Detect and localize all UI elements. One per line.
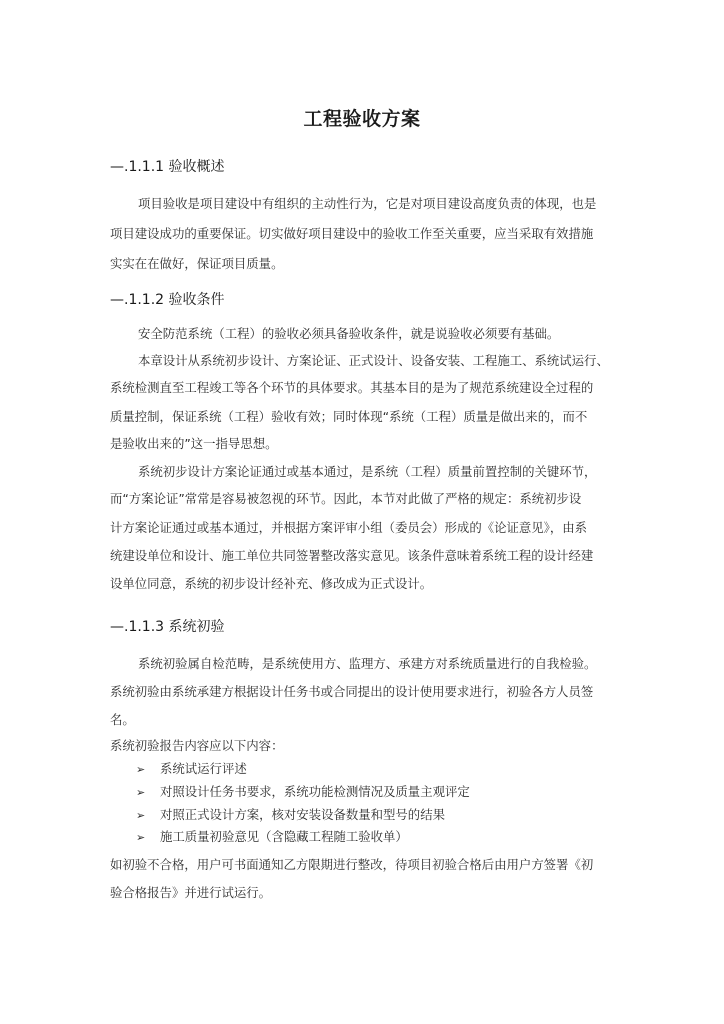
paragraph-line: 名。 xyxy=(110,712,135,727)
paragraph-line: 是验收出来的”这一指导思想。 xyxy=(110,436,278,451)
paragraph-line: 质量控制，保证系统（工程）验收有效；同时体现“系统（工程）质量是做出来的，而不 xyxy=(110,409,588,424)
section-heading-overview: —.1.1.1 验收概述 xyxy=(110,159,225,175)
arrow-bullet-icon: ➢ xyxy=(136,763,146,776)
paragraph-line: 而“方案论证”常常是容易被忽视的环节。因此，本节对此做了严格的规定：系统初步设 xyxy=(110,491,582,506)
paragraph-line: 系统初步设计方案论证通过或基本通过，是系统（工程）质量前置控制的关键环节， xyxy=(138,464,597,479)
paragraph-line: 计方案论证通过或基本通过，并根据方案评审小组（委员会）形成的《论证意见》，由系 xyxy=(110,520,588,535)
paragraph-line: 系统初验属自检范畴，是系统使用方、监理方、承建方对系统质量进行的自我检验。 xyxy=(138,656,597,671)
paragraph-line: 系统检测直至工程竣工等各个环节的具体要求。其基本目的是为了规范系统建设全过程的 xyxy=(110,380,594,395)
paragraph-line: 设单位同意，系统的初步设计经补充、修改成为正式设计。 xyxy=(110,576,433,591)
list-item: ➢ 系统试运行评述 xyxy=(136,761,247,776)
paragraph-line: 安全防范系统（工程）的验收必须具备验收条件，就是说验收必须要有基础。 xyxy=(138,326,560,341)
paragraph-line: 项目验收是项目建设中有组织的主动性行为，它是对项目建设高度负责的体现，也是 xyxy=(138,196,597,211)
list-item: ➢ 施工质量初验意见（含隐藏工程随工验收单） xyxy=(136,829,408,844)
section-heading-conditions: —.1.1.2 验收条件 xyxy=(110,292,225,308)
paragraph-line: 实实在在做好，保证项目质量。 xyxy=(110,256,284,271)
list-item: ➢ 对照设计任务书要求，系统功能检测情况及质量主观评定 xyxy=(136,784,470,799)
paragraph-line: 本章设计从系统初步设计、方案论证、正式设计、设备安装、工程施工、系统试运行、 xyxy=(138,353,609,368)
paragraph-line: 验合格报告》并进行试运行。 xyxy=(110,885,272,900)
paragraph-line: 系统初验报告内容应以下内容： xyxy=(110,738,284,753)
section-heading-initial-inspection: —.1.1.3 系统初验 xyxy=(110,619,225,635)
arrow-bullet-icon: ➢ xyxy=(136,786,146,799)
paragraph-line: 系统初验由系统承建方根据设计任务书或合同提出的设计使用要求进行，初验各方人员签 xyxy=(110,684,594,699)
list-item: ➢ 对照正式设计方案，核对安装设备数量和型号的结果 xyxy=(136,807,445,822)
paragraph-line: 项目建设成功的重要保证。切实做好项目建设中的验收工作至关重要，应当采取有效措施 xyxy=(110,226,594,241)
arrow-bullet-icon: ➢ xyxy=(136,831,146,844)
arrow-bullet-icon: ➢ xyxy=(136,809,146,822)
paragraph-line: 如初验不合格，用户可书面通知乙方限期进行整改，待项目初验合格后由用户方签署《初 xyxy=(110,857,594,872)
paragraph-line: 统建设单位和设计、施工单位共同签署整改落实意见。该条件意味着系统工程的设计经建 xyxy=(110,548,594,563)
document-title: 工程验收方案 xyxy=(303,108,421,130)
